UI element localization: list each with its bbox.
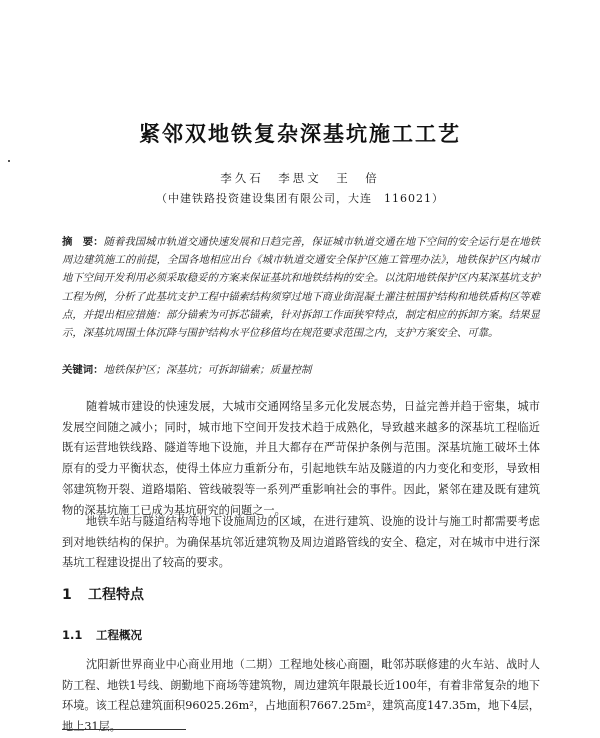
author-affiliation: （中建铁路投资建设集团有限公司，大连 116021） [156,192,444,205]
section-title: 工程特点 [88,587,144,603]
overview-paragraph: 沈阳新世界商业中心商业用地（二期）工程地处核心商圈，毗邻苏联修建的火车站、战时人防工程、地铁1号线、朗勤地下商场等建筑物，周边建筑年限最长近100年，有着非常复杂的地下环境。该工程总建筑面积96025.26m²，占地面积7667.25m²，建筑高度147.35m，地下4层，地上31层。 [62,658,540,734]
keywords [62,361,540,379]
abstract-text: 随着我国城市轨道交通快速发展和日趋完善，保证城市轨道交通在地下空间的安全运行是在地铁周边建筑施工的前提，全国各地相应出台《城市轨道交通安全保护区施工管理办法》，地铁保护区内城市地下空间开发利用必须采取稳妥的方案来保证基坑和地铁结构的安全。以沈阳地铁保护区内某深基坑支护工程为例，分析了此基坑支护工程中锚索结构须穿过地下商业街混凝土灌注桩围护结构和地铁盾构区等难点，并提出相应措施：部分锚索为可拆芯锚索，针对拆卸工作面狭窄特点，制定相应的拆卸方案。结果显示，深基坑周围土体沉降与围护结构水平位移值均在规范要求范围之内，支护方案安全、可靠。 [62,236,541,340]
abstract-label: 摘 要： [62,236,104,248]
author-list: 李久石 李思文 王 倍 [220,171,380,185]
footnote-rule [62,729,186,730]
subsection-heading [62,627,142,643]
intro-paragraph-2: 地铁车站与隧道结构等地下设施周边的区域，在进行建筑、设施的设计与施工时都需要考虑到对地铁结构的保护。为确保基坑邻近建筑物及周边道路管线的安全、稳定，对在城市中进行深基坑工程建设提出了较高的要求。 [62,515,540,570]
subsection-number: 1.1 [62,628,83,642]
paper-title: 紧邻双地铁复杂深基坑施工工艺 [139,122,461,146]
scan-speck [8,160,10,162]
keywords-text: 地铁保护区；深基坑；可拆卸锚索；质量控制 [103,364,312,376]
abstract [62,233,540,342]
subsection-title: 工程概况 [96,628,142,642]
section-number: 1 [62,587,72,603]
keywords-label: 关键词： [62,364,104,376]
intro-paragraph-1: 随着城市建设的快速发展，大城市交通网络呈多元化发展态势，日益完善并趋于密集，城市发展空间随之减小；同时，城市地下空间开发技术趋于成熟化，导致越来越多的深基坑工程临近既有运营地铁线路、隧道等地下设施，并且大都存在严苛保护条例与范围。深基坑施工破坏土体原有的受力平衡状态，使得土体应力重新分布，引起地铁车站及隧道的内力变化和变形，导致相邻建筑物开裂、道路塌陷、管线破裂等一系列严重影响社会的事件。因此，紧邻在建及既有建筑物的深基坑施工已成为基坑研究的问题之一。 [62,400,540,517]
section-heading [62,584,144,604]
